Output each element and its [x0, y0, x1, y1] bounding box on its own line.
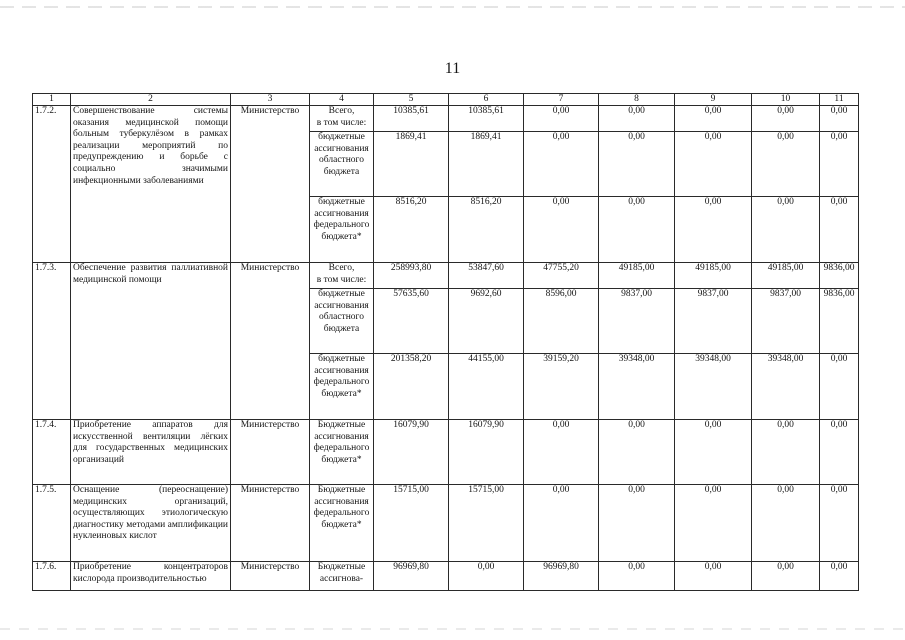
funding-amount: 0,00	[675, 132, 752, 197]
funding-amount: 0,00	[752, 420, 820, 485]
measure-number: 1.7.2.	[33, 106, 71, 263]
scan-edge-top	[0, 6, 905, 8]
column-number: 2	[71, 94, 231, 106]
measure-row	[33, 263, 859, 289]
funding-amount: 0,00	[524, 485, 599, 562]
funding-amount: 8596,00	[524, 289, 599, 354]
funding-amount: 0,00	[599, 485, 675, 562]
measure-name: Обеспечение развития паллиативной медицинской помощи	[71, 263, 231, 420]
measure-name: Приобретение концентраторов кислорода производительностью	[71, 562, 231, 591]
funding-amount: 0,00	[820, 485, 859, 562]
funding-amount: 49185,00	[675, 263, 752, 289]
funding-source: Всего, в том числе:	[310, 263, 374, 289]
funding-amount: 96969,80	[524, 562, 599, 591]
funding-amount: 258993,80	[374, 263, 449, 289]
funding-amount: 0,00	[675, 420, 752, 485]
funding-amount: 0,00	[449, 562, 524, 591]
measure-name: Приобретение аппаратов для искусственной вентиляции лёгких для государственных медицинских организаций	[71, 420, 231, 485]
funding-source: бюджетные ассигнования федерального бюджета*	[310, 197, 374, 263]
funding-amount: 0,00	[752, 562, 820, 591]
funding-source: Всего, в том числе:	[310, 106, 374, 132]
measure-row	[33, 106, 859, 132]
responsible-executor: Министерство	[231, 420, 310, 485]
funding-amount: 9837,00	[599, 289, 675, 354]
measure-row	[33, 485, 859, 562]
funding-amount: 0,00	[599, 420, 675, 485]
funding-amount: 0,00	[599, 132, 675, 197]
responsible-executor: Министерство	[231, 106, 310, 263]
funding-amount: 16079,90	[449, 420, 524, 485]
funding-amount: 96969,80	[374, 562, 449, 591]
funding-amount: 0,00	[675, 485, 752, 562]
funding-amount: 9836,00	[820, 289, 859, 354]
column-number: 8	[599, 94, 675, 106]
funding-amount: 47755,20	[524, 263, 599, 289]
budget-table	[32, 93, 859, 591]
column-number: 5	[374, 94, 449, 106]
funding-amount: 0,00	[599, 562, 675, 591]
column-number: 10	[752, 94, 820, 106]
funding-amount: 1869,41	[374, 132, 449, 197]
funding-source: бюджетные ассигнования областного бюджета	[310, 289, 374, 354]
funding-amount: 15715,00	[449, 485, 524, 562]
funding-amount: 53847,60	[449, 263, 524, 289]
funding-amount: 0,00	[752, 106, 820, 132]
funding-amount: 9836,00	[820, 263, 859, 289]
funding-amount: 8516,20	[374, 197, 449, 263]
funding-amount: 49185,00	[599, 263, 675, 289]
measure-number: 1.7.5.	[33, 485, 71, 562]
funding-amount: 0,00	[820, 354, 859, 420]
funding-amount: 0,00	[675, 106, 752, 132]
funding-amount: 0,00	[524, 420, 599, 485]
column-number: 3	[231, 94, 310, 106]
responsible-executor: Министерство	[231, 562, 310, 591]
measure-row	[33, 562, 859, 591]
funding-amount: 9837,00	[675, 289, 752, 354]
funding-amount: 15715,00	[374, 485, 449, 562]
funding-amount: 9837,00	[752, 289, 820, 354]
funding-source: бюджетные ассигнования федерального бюджета*	[310, 354, 374, 420]
funding-amount: 49185,00	[752, 263, 820, 289]
funding-amount: 39159,20	[524, 354, 599, 420]
responsible-executor: Министерство	[231, 485, 310, 562]
funding-amount: 0,00	[820, 132, 859, 197]
funding-amount: 9692,60	[449, 289, 524, 354]
scan-edge-bottom	[0, 628, 905, 630]
measure-number: 1.7.4.	[33, 420, 71, 485]
measure-row	[33, 420, 859, 485]
funding-amount: 57635,60	[374, 289, 449, 354]
funding-amount: 39348,00	[599, 354, 675, 420]
funding-amount: 10385,61	[449, 106, 524, 132]
funding-amount: 0,00	[752, 485, 820, 562]
funding-amount: 16079,90	[374, 420, 449, 485]
column-number: 4	[310, 94, 374, 106]
funding-amount: 0,00	[820, 562, 859, 591]
funding-amount: 0,00	[675, 562, 752, 591]
column-number: 1	[33, 94, 71, 106]
responsible-executor: Министерство	[231, 263, 310, 420]
funding-amount: 10385,61	[374, 106, 449, 132]
funding-amount: 0,00	[820, 106, 859, 132]
funding-source: Бюджетные ассигнования федерального бюджета*	[310, 420, 374, 485]
funding-amount: 0,00	[752, 132, 820, 197]
funding-amount: 44155,00	[449, 354, 524, 420]
funding-amount: 0,00	[599, 106, 675, 132]
funding-source: Бюджетные ассигнования федерального бюджета*	[310, 485, 374, 562]
column-number: 11	[820, 94, 859, 106]
funding-source: Бюджетные ассигнова-	[310, 562, 374, 591]
funding-amount: 0,00	[675, 197, 752, 263]
measure-number: 1.7.3.	[33, 263, 71, 420]
funding-amount: 201358,20	[374, 354, 449, 420]
funding-amount: 0,00	[524, 132, 599, 197]
page-number: 11	[444, 60, 461, 77]
funding-amount: 1869,41	[449, 132, 524, 197]
funding-amount: 0,00	[752, 197, 820, 263]
funding-amount: 39348,00	[752, 354, 820, 420]
funding-amount: 0,00	[524, 197, 599, 263]
column-number: 6	[449, 94, 524, 106]
funding-amount: 0,00	[599, 197, 675, 263]
measure-name: Оснащение (переоснащение) медицинских организаций, осуществляющих этиологическую диагностику методами амплификации нуклеиновых кислот	[71, 485, 231, 562]
column-number: 9	[675, 94, 752, 106]
measure-name: Совершенствование системы оказания медицинской помощи больным туберкулёзом в рамках реализации мероприятий по предупреждению и борьбе с социально значимыми инфекционными заболеваниями	[71, 106, 231, 263]
measure-number: 1.7.6.	[33, 562, 71, 591]
funding-amount: 39348,00	[675, 354, 752, 420]
funding-amount: 0,00	[524, 106, 599, 132]
funding-amount: 8516,20	[449, 197, 524, 263]
column-number: 7	[524, 94, 599, 106]
column-number-row	[33, 94, 859, 106]
funding-amount: 0,00	[820, 197, 859, 263]
funding-source: бюджетные ассигнования областного бюджета	[310, 132, 374, 197]
funding-amount: 0,00	[820, 420, 859, 485]
